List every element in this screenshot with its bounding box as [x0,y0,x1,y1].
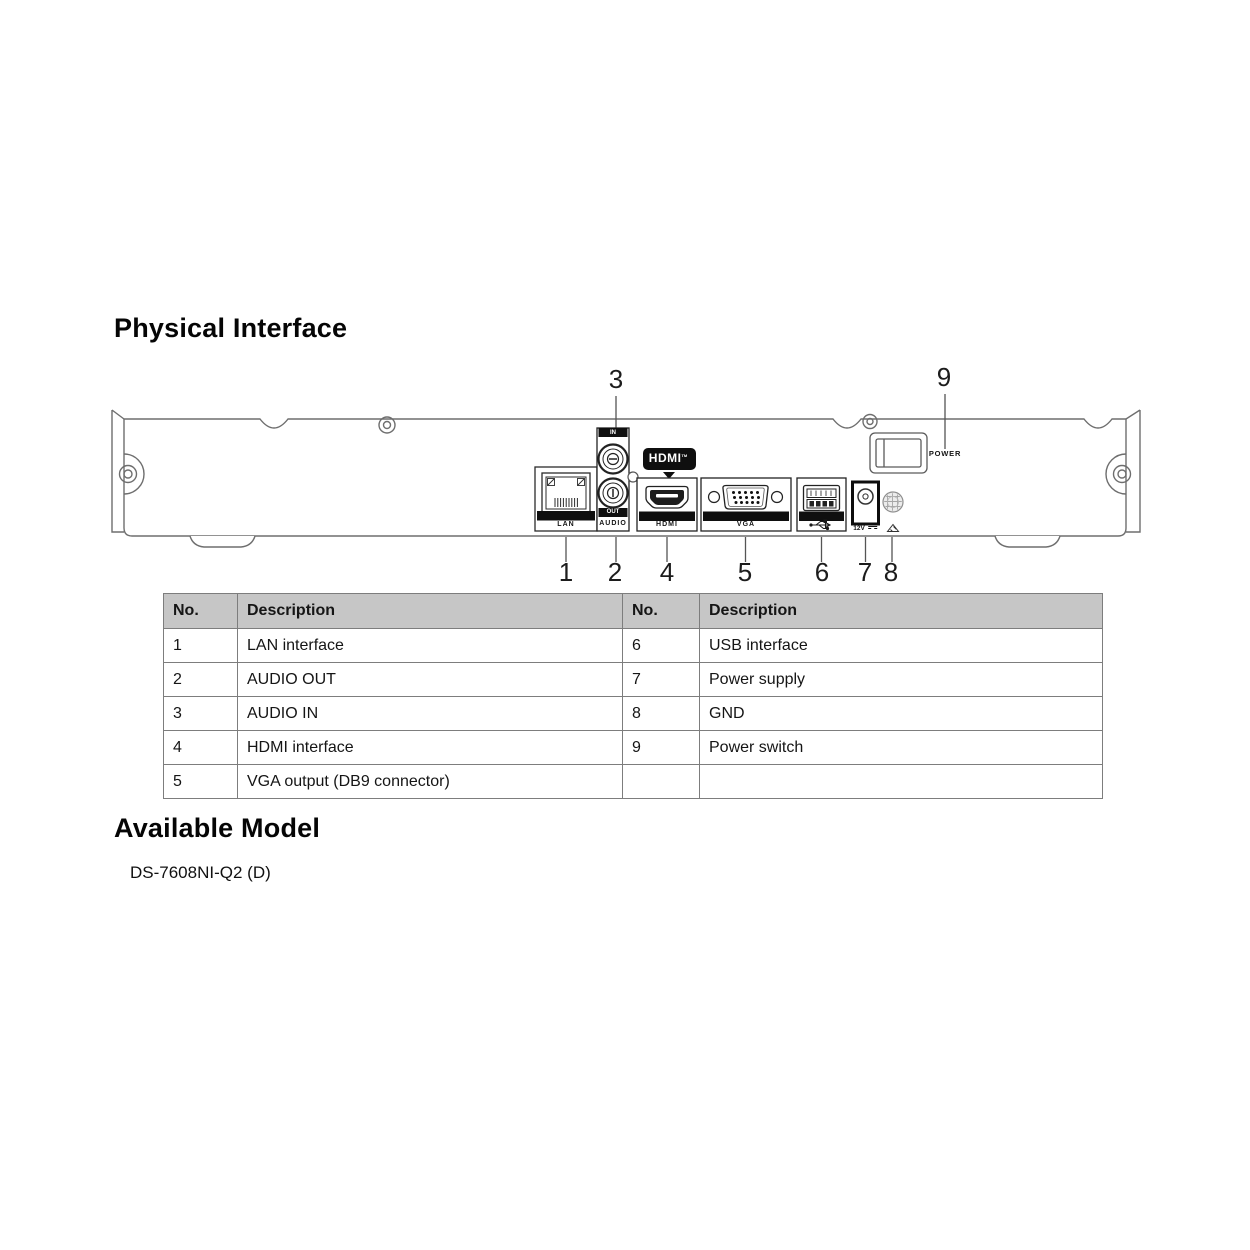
hdmi-logo-label [649,452,687,464]
hdmi-logo-text: HDMI [648,451,682,465]
header-no-left: No. [164,594,238,629]
cell-desc [700,765,1103,799]
available-model-title: Available Model [114,813,321,843]
cell-no: 4 [164,731,238,765]
audio-ports-icon [597,428,629,531]
dc-symbol-icon [868,526,877,531]
table-row [164,663,1103,697]
cell-desc: LAN interface [238,629,623,663]
lan-port-label: LAN [557,521,575,528]
cell-desc: GND [700,697,1103,731]
dc-12v-label [853,526,877,533]
cell-no [623,765,700,799]
hdmi-logo-tm: TM [681,453,688,458]
vga-port-label: VGA [736,521,756,528]
cell-desc: VGA output (DB9 connector) [238,765,623,799]
callout-8: 8 [883,557,899,587]
cell-no: 5 [164,765,238,799]
header-desc-right: Description [700,594,1103,629]
table-header-row [164,594,1103,629]
dc-power-jack-icon [853,482,879,524]
cell-desc: Power switch [700,731,1103,765]
dc-12v-text: 12V [853,524,865,532]
audio-out-label: OUT [606,509,620,515]
audio-port-label: AUDIO [599,519,627,527]
callout-2: 2 [607,557,623,587]
callout-6: 6 [814,557,830,587]
rear-panel-diagram [100,362,1150,595]
usb-port-icon [797,478,846,531]
cell-desc: HDMI interface [238,731,623,765]
table-row [164,765,1103,799]
power-switch [870,433,927,473]
cell-no: 3 [164,697,238,731]
hdmi-port-label: HDMI [656,521,678,528]
gnd-screw-icon [883,492,903,512]
table-row [164,629,1103,663]
header-desc-left: Description [238,594,623,629]
header-no-right: No. [623,594,700,629]
cell-no: 2 [164,663,238,697]
callout-4: 4 [659,557,675,587]
cell-desc: Power supply [700,663,1103,697]
power-switch-label: POWER [928,448,962,458]
cell-no: 9 [623,731,700,765]
table-row [164,697,1103,731]
callout-5: 5 [737,557,753,587]
cell-no: 6 [623,629,700,663]
callout-7: 7 [857,557,873,587]
callout-3: 3 [608,364,624,394]
interface-description-table [163,593,1103,799]
cell-desc: AUDIO IN [238,697,623,731]
table-row [164,731,1103,765]
cell-no: 8 [623,697,700,731]
audio-in-label: IN [610,429,616,436]
physical-interface-title: Physical Interface [114,313,348,343]
callout-9: 9 [936,362,952,392]
cell-no: 1 [164,629,238,663]
cell-desc: AUDIO OUT [238,663,623,697]
model-number-text: DS-7608NI-Q2 (D) [130,863,271,882]
callout-1: 1 [558,557,574,587]
cell-desc: USB interface [700,629,1103,663]
cell-no: 7 [623,663,700,697]
